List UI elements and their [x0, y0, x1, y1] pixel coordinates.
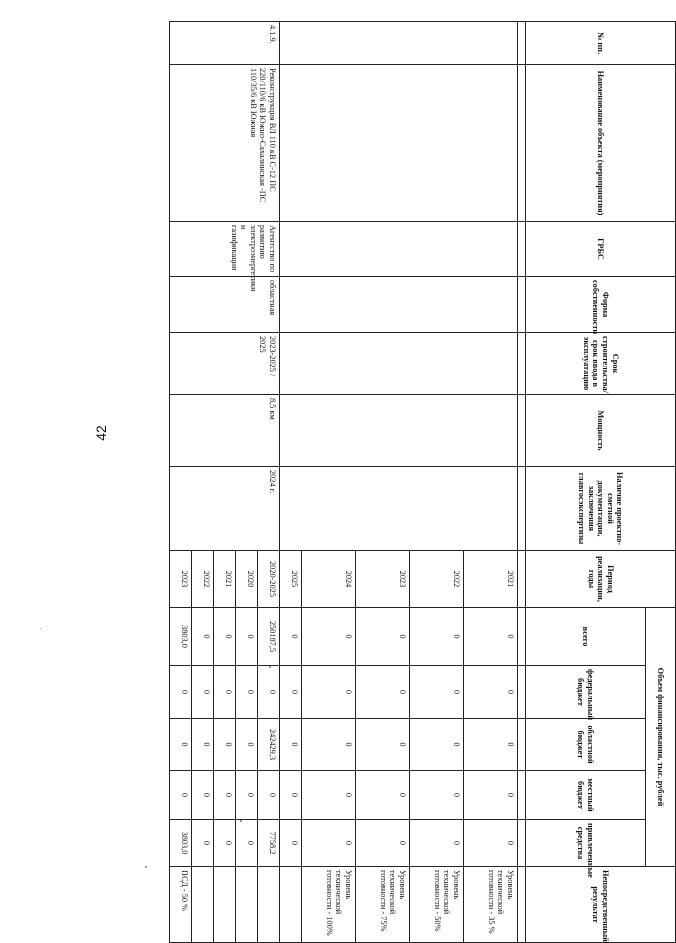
- local-cell: 0: [170, 771, 192, 820]
- total-cell: 3803,0: [170, 608, 192, 666]
- year-cell: 2025: [280, 551, 302, 608]
- attracted-cell: 7758,2: [258, 820, 280, 867]
- result-cell: Уровень технической готовности - 50%: [410, 867, 464, 943]
- attracted-cell: 0: [192, 820, 214, 867]
- attracted-cell: 3803,0: [170, 820, 192, 867]
- local-cell: 0: [258, 771, 280, 820]
- object-num: 4.1.9.: [170, 22, 280, 65]
- federal-cell: 0: [302, 666, 356, 719]
- year-cell: 2021: [464, 551, 518, 608]
- local-cell: 0: [356, 771, 410, 820]
- year-cell: 2023: [170, 551, 192, 608]
- regional-cell: 0: [214, 719, 236, 771]
- attracted-cell: 0: [214, 820, 236, 867]
- header-attracted: привлеченные средства: [526, 820, 646, 867]
- regional-cell: 0: [464, 719, 518, 771]
- object-capacity: 8,5 км: [170, 395, 280, 467]
- header-ownership: Форма собственности: [526, 277, 676, 333]
- header-regional: областной бюджет: [526, 719, 646, 771]
- total-cell: 0: [192, 608, 214, 666]
- attracted-cell: 0: [356, 820, 410, 867]
- header-num: № пп.: [526, 22, 676, 65]
- federal-cell: 0: [214, 666, 236, 719]
- local-cell: 0: [410, 771, 464, 820]
- object-ownership: областная: [170, 277, 280, 333]
- federal-cell: 0: [410, 666, 464, 719]
- header-capacity: Мощность: [526, 395, 676, 467]
- table-row: [258, 22, 280, 943]
- scan-speck: [40, 628, 41, 629]
- regional-cell: 0: [170, 719, 192, 771]
- header-psd: Наличие проектно-сметной документации, заключения главгосэкспертизы: [526, 467, 676, 551]
- result-cell: [214, 867, 236, 943]
- header-federal: федеральный бюджет: [526, 666, 646, 719]
- attracted-cell: 0: [302, 820, 356, 867]
- header-total: всего: [526, 608, 646, 666]
- federal-cell: 0: [356, 666, 410, 719]
- year-cell: 2023: [356, 551, 410, 608]
- regional-cell: 0: [356, 719, 410, 771]
- regional-cell: 0: [410, 719, 464, 771]
- year-cell: 2024: [302, 551, 356, 608]
- attracted-cell: 0: [464, 820, 518, 867]
- object-name: Реконструкция ВЛ 110 кВ С-12 ПС 220/110/6 кВ Южно-Сахалинская -ПС 110/35/6 кВ Южная: [170, 65, 280, 222]
- local-cell: 0: [192, 771, 214, 820]
- federal-cell: 0: [192, 666, 214, 719]
- total-cell: 0: [280, 608, 302, 666]
- header-finance-group: Объем финансирования, тыс. рублей: [646, 608, 676, 867]
- header-name: Наименование объекта (мероприятия): [526, 65, 676, 222]
- table-rotation-inner: [180, 21, 676, 942]
- object-term: 2023-2025 / 2025: [170, 333, 280, 395]
- year-cell: 2020: [236, 551, 258, 608]
- year-cell: 2022: [192, 551, 214, 608]
- year-cell: 2020-2025: [258, 551, 280, 608]
- total-cell: 0: [214, 608, 236, 666]
- header-local: местный бюджет: [526, 771, 646, 820]
- local-cell: 0: [280, 771, 302, 820]
- header-term: Срок строительства/срок ввода в эксплуатацию: [526, 333, 676, 395]
- result-cell: Уровень технической готовности - 75%: [356, 867, 410, 943]
- year-cell: 2022: [410, 551, 464, 608]
- federal-cell: 0: [258, 666, 280, 719]
- result-cell: [236, 867, 258, 943]
- attracted-cell: 0: [410, 820, 464, 867]
- result-cell: [192, 867, 214, 943]
- header-period: Период реализации, годы: [526, 551, 676, 608]
- header-grbs: ГРБС: [526, 222, 676, 277]
- table-rotation-frame: [101, 21, 676, 942]
- total-cell: 0: [356, 608, 410, 666]
- scan-speck: [269, 666, 271, 668]
- regional-cell: 0: [236, 719, 258, 771]
- result-cell: Уровень технической готовности - 35 %: [464, 867, 518, 943]
- regional-cell: 0: [302, 719, 356, 771]
- object-grbs: Агентство по развитию электроэнергетики и газификации: [170, 222, 280, 277]
- object-psd: 2024 г.: [170, 467, 280, 551]
- federal-cell: 0: [236, 666, 258, 719]
- result-cell: Уровень технической готовности - 100%: [302, 867, 356, 943]
- regional-cell: 242429,3: [258, 719, 280, 771]
- federal-cell: 0: [280, 666, 302, 719]
- spacer-row: [518, 22, 526, 943]
- local-cell: 0: [464, 771, 518, 820]
- local-cell: 0: [214, 771, 236, 820]
- result-cell: [258, 867, 280, 943]
- total-cell: 0: [302, 608, 356, 666]
- regional-cell: 0: [280, 719, 302, 771]
- result-cell: ПСД - 50 %: [170, 867, 192, 943]
- scan-speck: [145, 866, 147, 868]
- regional-cell: 0: [192, 719, 214, 771]
- page-number: 42: [92, 425, 109, 441]
- table-row: [464, 22, 518, 943]
- federal-cell: 0: [464, 666, 518, 719]
- total-cell: 250187,5: [258, 608, 280, 666]
- year-cell: 2021: [214, 551, 236, 608]
- attracted-cell: 0: [236, 820, 258, 867]
- local-cell: 0: [236, 771, 258, 820]
- attracted-cell: 0: [280, 820, 302, 867]
- result-cell: [280, 867, 302, 943]
- federal-cell: 0: [170, 666, 192, 719]
- financing-table: [169, 21, 676, 943]
- total-cell: 0: [236, 608, 258, 666]
- header-result: Непосредственный результат: [526, 867, 676, 943]
- total-cell: 0: [410, 608, 464, 666]
- local-cell: 0: [302, 771, 356, 820]
- scan-speck: [240, 820, 242, 822]
- total-cell: 0: [464, 608, 518, 666]
